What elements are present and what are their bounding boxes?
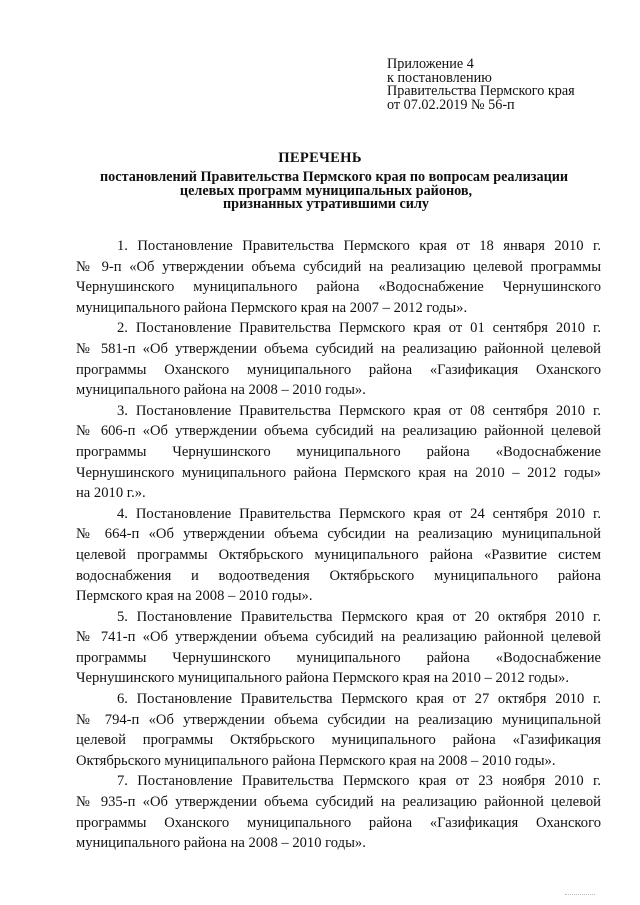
list-item-line: 4. Постановление Правительства Пермского края от 24 сентября 2010 г.	[117, 505, 601, 522]
document-subtitle	[100, 169, 569, 213]
appendix-line: к постановлению	[387, 69, 492, 86]
document-title: ПЕРЕЧЕНЬ	[278, 150, 362, 166]
list-item-line: Октябрьского муниципального района Пермского края на 2008 – 2010 годы».	[76, 752, 556, 769]
list-item-line: № 9-п «Об утверждении объема субсидий на реализацию целевой программы	[76, 258, 601, 275]
list-item-line: программы Чернушинского муниципального района «Водоснабжение	[76, 443, 601, 460]
list-item-line: № 664-п «Об утверждении объема субсидии на реализацию муниципальной	[76, 526, 601, 543]
appendix-line: Приложение 4	[387, 56, 474, 72]
list-item-line: 3. Постановление Правительства Пермского края от 08 сентября 2010 г.	[117, 402, 601, 419]
list-item-line: Пермского края на 2008 – 2010 годы».	[76, 588, 313, 605]
list-item-line: программы Чернушинского муниципального района «Водоснабжение	[76, 649, 601, 666]
list-item-line: муниципального района Пермского края на 2007 – 2012 годы».	[76, 299, 468, 316]
appendix-line: Правительства Пермского края	[387, 83, 575, 100]
appendix-line: от 07.02.2019 № 56-п	[387, 96, 515, 113]
list-item-line: программы Оханского муниципального района «Газификация Оханского	[76, 814, 601, 831]
list-item-line: 1. Постановление Правительства Пермского края от 18 января 2010 г.	[117, 238, 601, 254]
list-item	[76, 689, 601, 771]
list-item-line: № 741-п «Об утверждении объема субсидий на реализацию районной целевой	[76, 629, 601, 646]
list-item-line: Чернушинского муниципального района «Водоснабжение Чернушинского	[76, 279, 601, 296]
list-item-line: целевой программы Октябрьского муниципального района «Развитие систем	[76, 546, 601, 563]
list-item	[76, 504, 601, 607]
list-item	[76, 401, 601, 504]
list-item-line: муниципального района на 2008 – 2010 годы».	[76, 835, 366, 852]
list-item-line: на 2010 г.».	[76, 485, 146, 502]
list-item-line: водоснабжения и водоотведения Октябрьского муниципального района	[76, 567, 601, 584]
list-item-line: № 606-п «Об утверждении объема субсидий на реализацию районной целевой	[76, 423, 601, 440]
list-item	[76, 607, 601, 689]
subtitle-line: целевых программ муниципальных районов,	[179, 182, 473, 199]
page-footer-mark	[565, 894, 595, 898]
list-item-line: № 935-п «Об утверждении объема субсидий на реализацию районной целевой	[76, 794, 601, 811]
list-item-line: № 794-п «Об утверждении объема субсидии на реализацию муниципальной	[76, 711, 601, 728]
subtitle-line: признанных утратившими силу	[223, 196, 429, 213]
list-item	[76, 318, 601, 400]
list-item-line: 6. Постановление Правительства Пермского края от 27 октября 2010 г.	[117, 691, 601, 708]
resolution-list	[76, 236, 601, 854]
list-item-line: муниципального района на 2008 – 2010 годы».	[76, 382, 366, 399]
appendix-block	[387, 58, 627, 112]
list-item-line: 5. Постановление Правительства Пермского края от 20 октября 2010 г.	[117, 608, 601, 625]
list-item-line: Чернушинского муниципального района Пермского края на 2010 – 2012 годы».	[76, 670, 570, 687]
list-item-line: 7. Постановление Правительства Пермского края от 23 ноября 2010 г.	[117, 773, 601, 790]
list-item-line: 2. Постановление Правительства Пермского края от 01 сентября 2010 г.	[117, 320, 601, 337]
subtitle-line: постановлений Правительства Пермского края по вопросам реализации	[100, 169, 569, 185]
list-item	[76, 236, 601, 318]
list-item-line: целевой программы Октябрьского муниципального района «Газификация	[76, 732, 601, 749]
list-item-line: программы Оханского муниципального района «Газификация Оханского	[76, 361, 601, 378]
list-item	[76, 771, 601, 853]
list-item-line: № 581-п «Об утверждении объема субсидий на реализацию районной целевой	[76, 340, 601, 357]
list-item-line: Чернушинского муниципального района Пермского края на 2010 – 2012 годы»	[76, 464, 601, 481]
